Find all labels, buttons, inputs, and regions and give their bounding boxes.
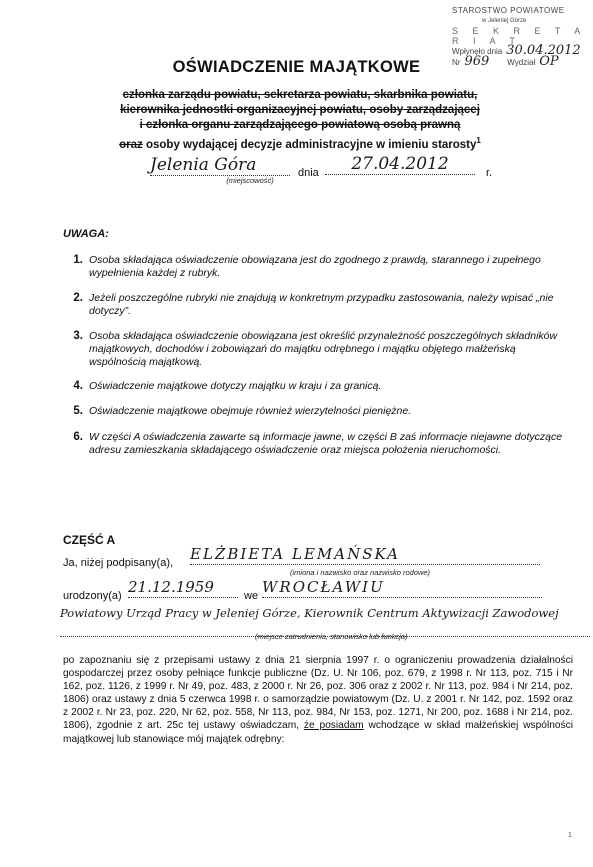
- notice-item-number: 2.: [73, 292, 83, 304]
- received-stamp: STAROSTWO POWIATOWE w Jeleniej Górze S E K R E T A R I A T Wpłynęło dnia 30.04.2012 Nr 969 Wydział OP: [452, 6, 588, 70]
- stamp-office-city: w Jeleniej Górze: [482, 18, 527, 24]
- notice-item-text: W części A oświadczenia zawarte są informacje jawne, w części B zaś informacje niejawne dotyczące adresu zamieszkania składającego oświadczenie oraz miejsca położenia nieruchomości.: [89, 431, 563, 456]
- birth-we-label: we: [244, 590, 259, 602]
- place-label: (miejscowość): [226, 176, 274, 185]
- notice-item-number: 1.: [73, 254, 83, 266]
- document-title: OŚWIADCZENIE MAJĄTKOWE: [172, 58, 421, 76]
- notice-heading: UWAGA:: [63, 228, 109, 240]
- employment-hint: (miejsce zatrudnienia, stanowisko lub funkcja): [255, 632, 408, 641]
- subtitle-struck-oraz: oraz: [119, 138, 143, 151]
- notice-item-number: 5.: [73, 405, 83, 417]
- notice-item: [63, 405, 573, 418]
- notice-item-number: 6.: [73, 431, 83, 443]
- declarant-name-hint: (imiona i nazwisko oraz nazwisko rodowe): [290, 568, 431, 577]
- subtitle-line-4-text: osoby wydającej decyzje administracyjne w imieniu starosty: [142, 138, 477, 151]
- stamp-office: STAROSTWO POWIATOWE: [452, 6, 565, 15]
- birth-we-text: w: [244, 590, 252, 602]
- date-value: 27.04.2012: [325, 154, 475, 175]
- notice-item-number: 4.: [73, 380, 83, 392]
- notice-item-text: Osoba składająca oświadczenie obowiązana jest do zgodnego z prawdą, starannego i zupełnego wypełnienia każdej z rubryk.: [89, 254, 541, 279]
- place-field: [150, 155, 290, 185]
- declarant-label: Ja, niżej podpisany(a),: [63, 557, 174, 569]
- date-dnia-label: dnia: [298, 167, 319, 179]
- stamp-dept-label: Wydział: [507, 58, 536, 67]
- stamp-nr-value: 969: [464, 54, 490, 69]
- subtitle-line-2: kierownika jednostki organizacyjnej powiatu, osoby zarządzającej: [120, 104, 480, 116]
- notice-item: [63, 254, 573, 280]
- notice-item-text: Osoba składająca oświadczenie obowiązana jest określić przynależność poszczególnych składników majątkowych, dochodów i zobowiązań do majątku odrębnego i majątku objętego małżeńską wspólnością majątkową.: [89, 330, 558, 368]
- section-heading: CZĘŚĆ A: [63, 533, 116, 547]
- date-r-label: r.: [486, 167, 493, 179]
- notice-item: [63, 330, 573, 369]
- declaration-paragraph: [63, 654, 573, 746]
- notice-item: [63, 431, 573, 457]
- declarant-name: ELŻBIETA LEMAŃSKA: [190, 545, 540, 565]
- stamp-dept-value: OP: [539, 54, 559, 69]
- notice-item-text: Oświadczenie majątkowe obejmuje również wierzytelności pieniężne.: [89, 405, 412, 417]
- stamp-received-label: Wpłynęło dnia: [452, 47, 503, 56]
- footnote-marker: 1: [476, 136, 481, 145]
- subtitle-line-1: członka zarządu powiatu, sekretarza powiatu, skarbnika powiatu,: [122, 89, 478, 101]
- birth-date: 21.12.1959: [128, 578, 238, 598]
- notice-item-number: 3.: [73, 330, 83, 342]
- declaration-text: po zapoznaniu się z przepisami ustawy z dnia 21 sierpnia 1997 r. o ograniczeniu prowadzenia działalności gospodarczej przez osoby pełniące funkcje publiczne (Dz. U. Nr 106, poz. 679, z 1998 r. Nr 113, poz. 715 i Nr 162, poz. 1126, z 1999 r. Nr 49, poz. 483, z 2000 r. Nr 26, poz. 306 oraz z 2002 r. Nr 113, poz. 984 i Nr 214, poz. 1806) oraz ustawy z dnia 5 czerwca 1998 r. o samorządzie powiatowym (Dz. U. z 2001 r. Nr 142, poz. 1592 oraz z 2002 r. Nr 23, poz. 220, Nr 62, poz. 558, Nr 113, poz. 984, Nr 153, poz. 1271, Nr 200, poz. 1688 i Nr 214, poz. 1806), zgodnie z art. 25c tej ustawy oświadczam,: [63, 655, 573, 732]
- notice-item-text: Oświadczenie majątkowe dotyczy majątku w kraju i za granicą.: [89, 380, 382, 392]
- notice-item: [63, 292, 573, 318]
- subtitle-line-4: [80, 133, 520, 153]
- page-number: 1: [568, 832, 572, 839]
- declaration-underlined: że posiadam: [303, 720, 364, 732]
- stamp-received-date: 30.04.2012: [506, 43, 581, 58]
- subtitle-line-3: i członka organu zarządzającego powiatową osobą prawną: [139, 119, 461, 131]
- employment-value: Powiatowy Urząd Pracy w Jeleniej Górze, Kierownik Centrum Aktywizacji Zawodowej: [60, 606, 590, 637]
- stamp-nr-label: Nr: [452, 58, 461, 67]
- notice-item-text: Jeżeli poszczególne rubryki nie znajdują w konkretnym przypadku zastosowania, należy wpisać „nie dotyczy”.: [89, 292, 554, 317]
- declaration-tail: wchodzące w skład małżeńskiej wspólności majątkowej lub stanowiące mój majątek odrębny:: [63, 720, 573, 745]
- birth-label: urodzony(a): [63, 590, 122, 602]
- notice-item: [63, 380, 573, 393]
- place-value: Jelenia Góra: [150, 155, 290, 176]
- birth-place: WROCŁAWIU: [262, 578, 542, 598]
